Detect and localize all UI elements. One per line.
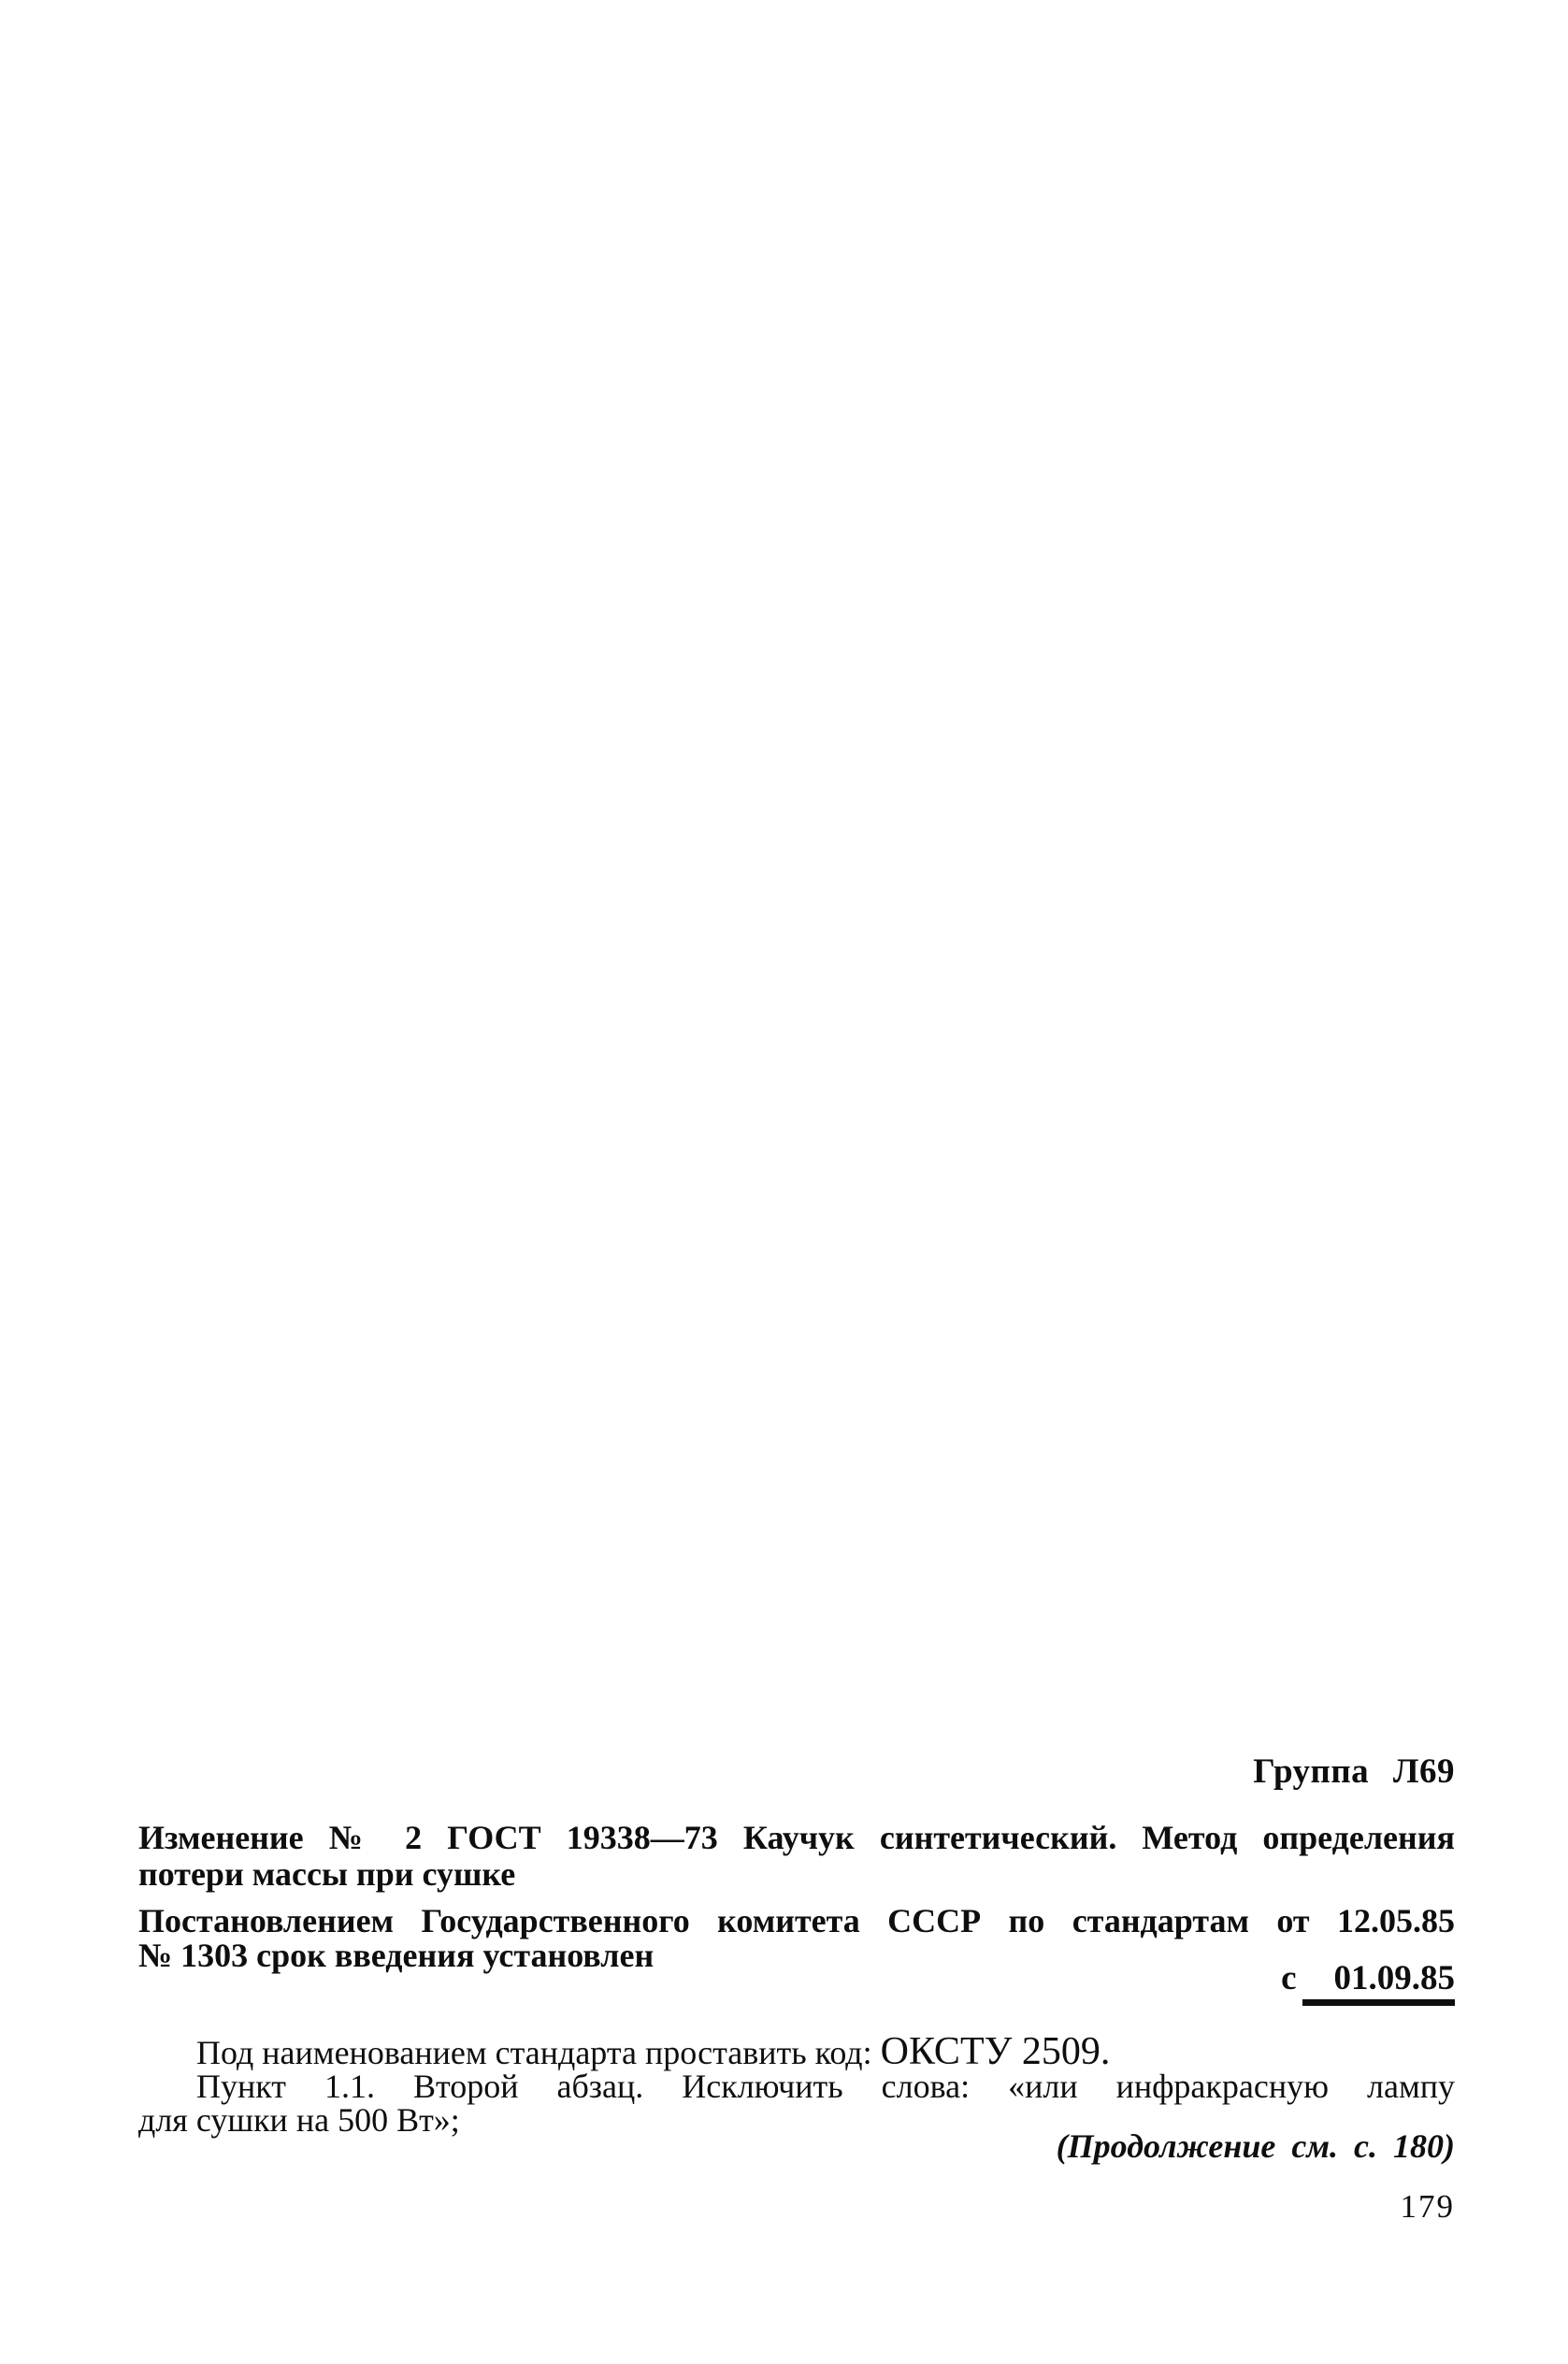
amendment-title-line-1: Изменение № 2 ГОСТ 19338—73 Каучук синтетический. Метод определения: [138, 1819, 1455, 1856]
amendment-title: [138, 1820, 1455, 1893]
item-line-2: для сушки на 500 Вт»;: [138, 2101, 460, 2139]
continuation-note: (Продолжение см. с. 180): [1056, 2127, 1455, 2165]
decree-line-1: Постановлением Государственного комитета СССР по стандартам от 12.05.85: [138, 1902, 1455, 1939]
amendment-title-line-2: потери массы при сушке: [138, 1855, 516, 1893]
code-line: [138, 2030, 1455, 2073]
code-line-text: Под наименованием стандарта проставить код:: [196, 2034, 881, 2071]
amendment-body: [138, 2030, 1455, 2139]
okstu-code-value: ОКСТУ 2509.: [880, 2030, 1111, 2073]
page-number: 179: [1400, 2188, 1455, 2225]
group-code-label: Группа Л69: [1253, 1752, 1455, 1791]
effective-date-prefix: с: [1281, 1959, 1297, 1997]
item-line-1: Пункт 1.1. Второй абзац. Исключить слова: «или инфракрасную лампу: [196, 2068, 1455, 2105]
decree-line-2: № 1303 срок введения установлен: [138, 1937, 655, 1974]
effective-date-value: 01.09.85: [1302, 1958, 1456, 2006]
effective-date-line: [138, 1958, 1467, 2006]
